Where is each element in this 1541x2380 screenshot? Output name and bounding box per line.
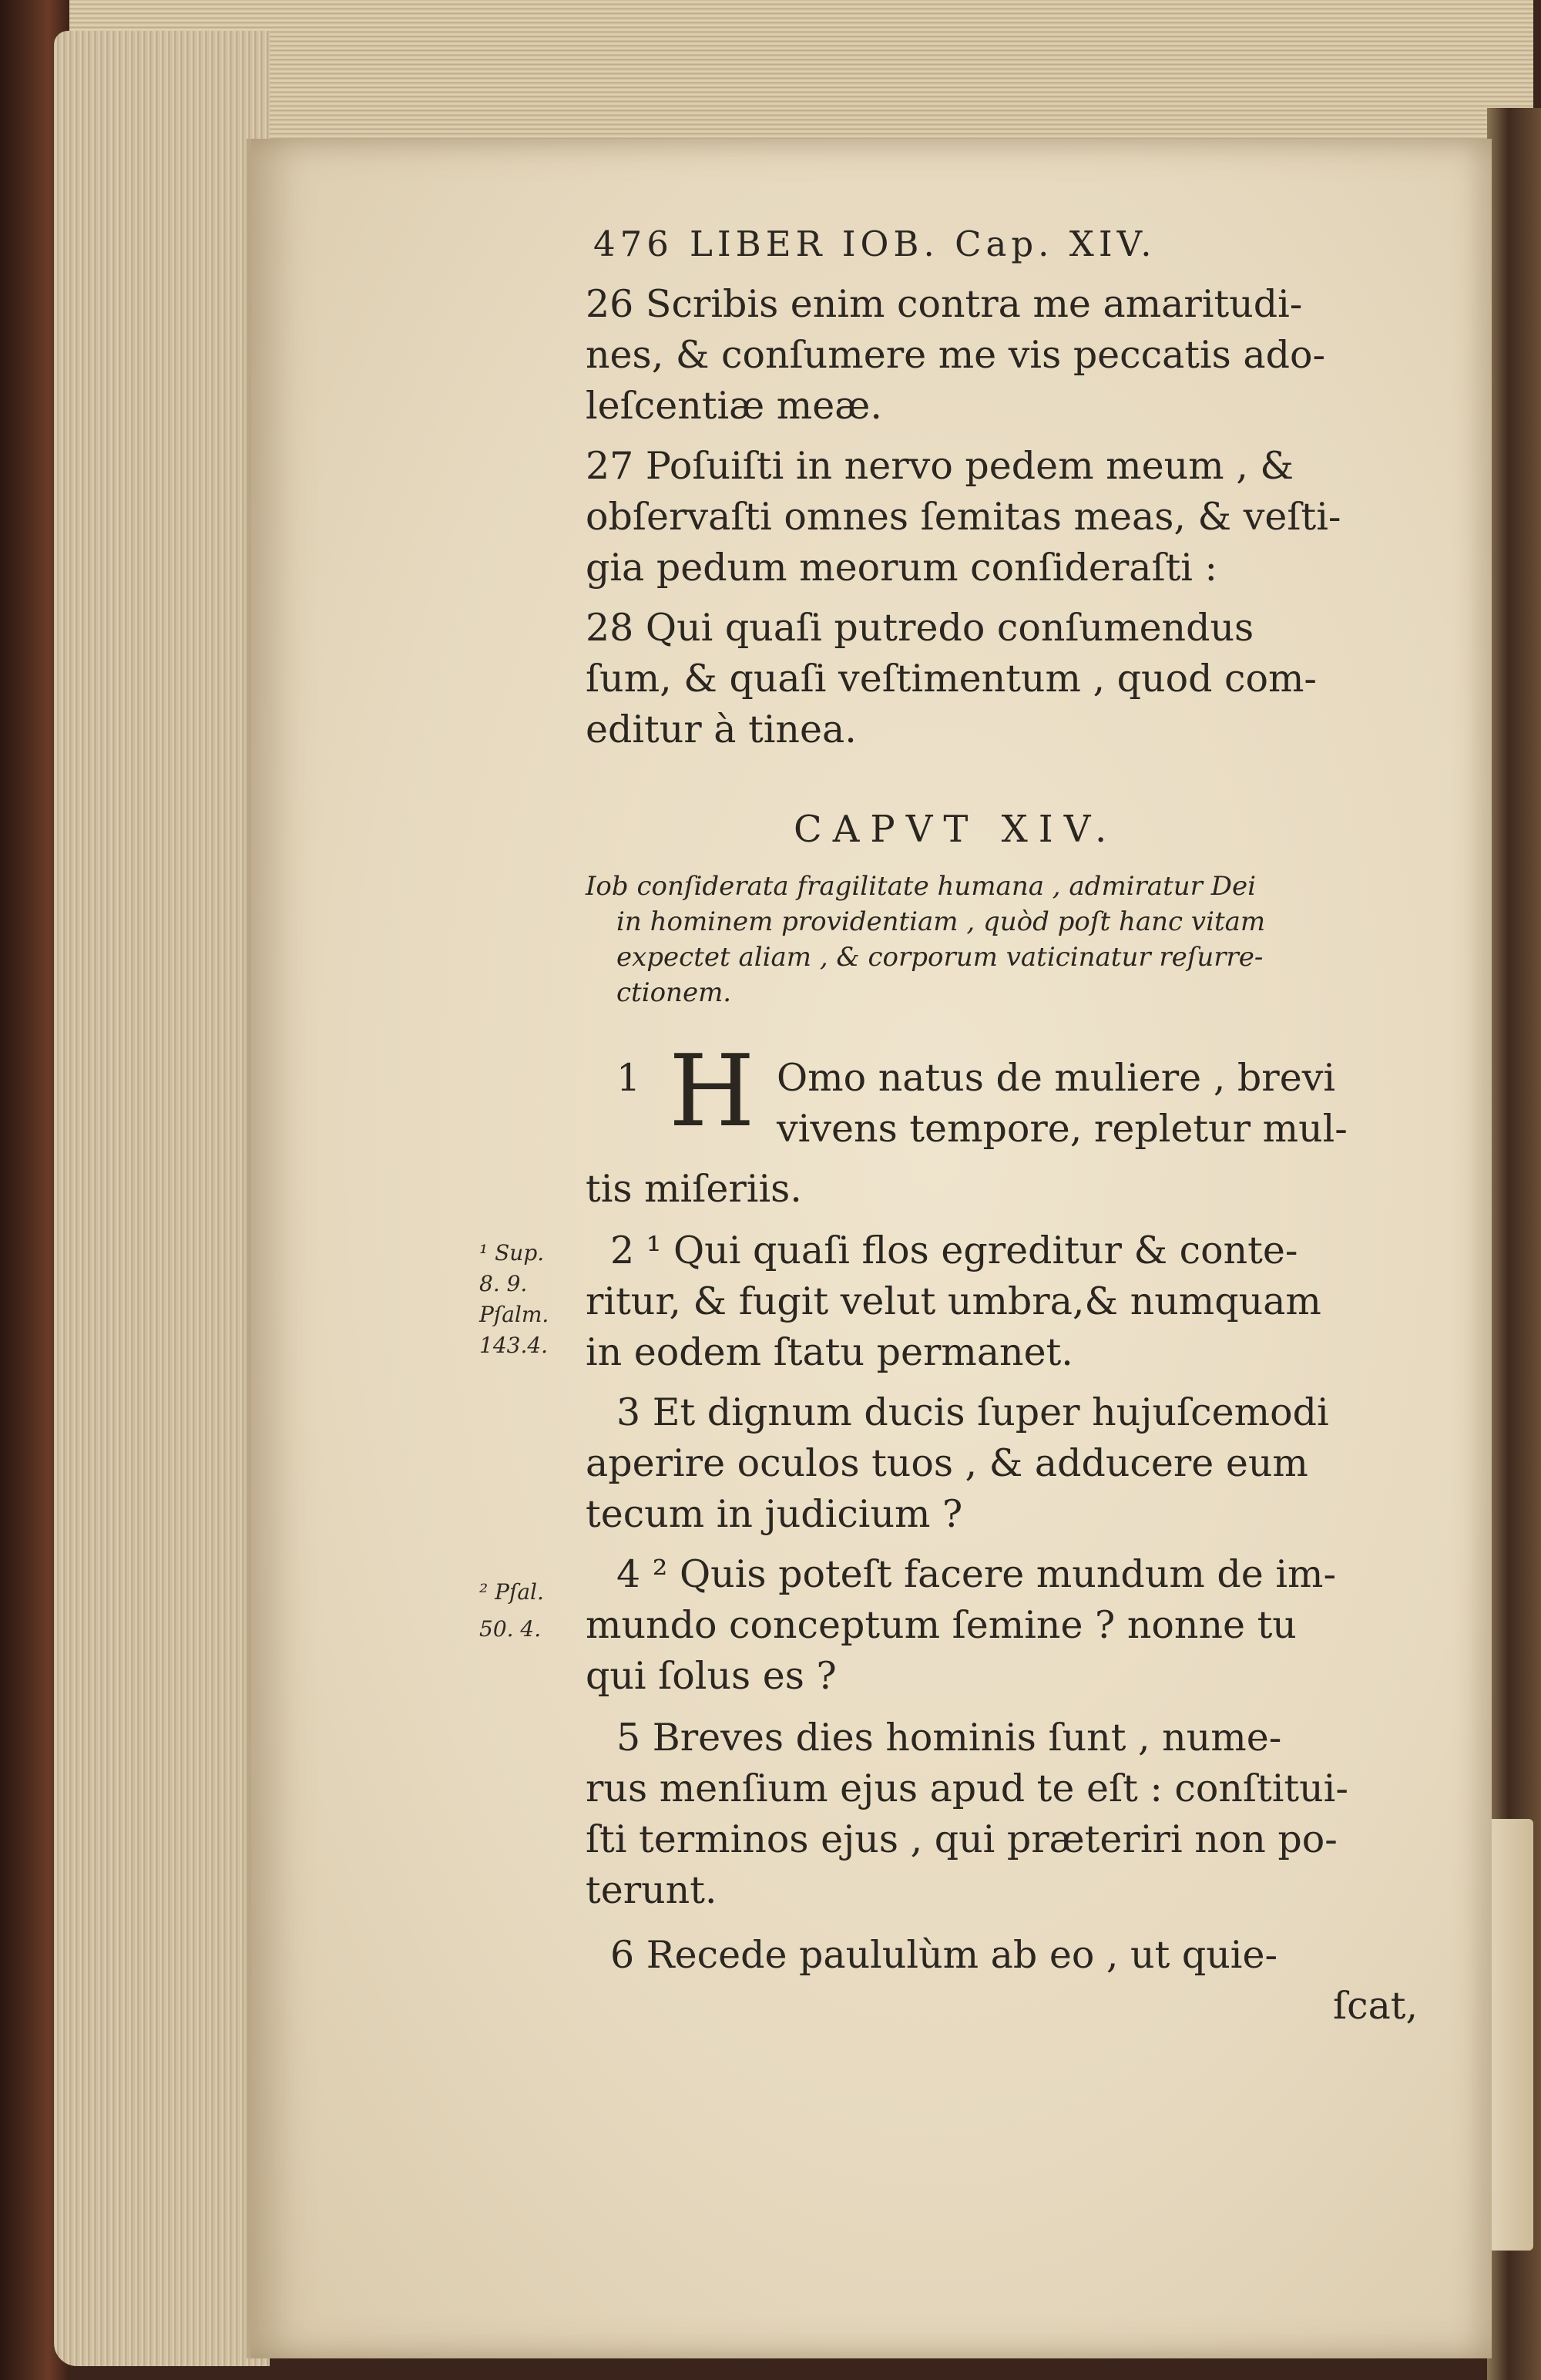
text-line: obſervaſti omnes ſemitas meas, & veſti- xyxy=(586,495,1341,539)
text-line: terunt. xyxy=(586,1868,717,1912)
text-line: aperire oculos tuos , & adducere eum xyxy=(586,1441,1308,1485)
catchword: ſcat, xyxy=(1333,1984,1418,2028)
text-line: ſum, & quaſi veſtimentum , quod com- xyxy=(586,657,1317,701)
margin-note: 50. 4. xyxy=(479,1616,542,1642)
page-edges xyxy=(54,31,270,2366)
chapter-heading: CAPVT XIV. xyxy=(794,808,1118,851)
text-line: vivens tempore, repletur mul- xyxy=(777,1107,1348,1151)
chapter-summary-line: Iob conſiderata fragilitate humana , admiratur Dei xyxy=(586,871,1256,902)
text-line: 28 Qui quaſi putredo conſumendus xyxy=(586,606,1254,650)
text-line: 27 Poſuiſti in nervo pedem meum , & xyxy=(586,444,1294,488)
margin-note: ¹ Sup. xyxy=(479,1240,545,1266)
text-line: ritur, & fugit velut umbra,& numquam xyxy=(586,1279,1321,1323)
verse-number: 1 xyxy=(616,1056,641,1100)
margin-note: 8. 9. xyxy=(479,1271,528,1296)
text-line: Omo natus de muliere , brevi xyxy=(777,1056,1336,1100)
chapter-summary-line: in hominem providentiam , quòd poſt hanc vitam xyxy=(616,906,1266,937)
text-line: 6 Recede paululùm ab eo , ut quie- xyxy=(610,1933,1278,1977)
text-line: 3 Et dignum ducis ſuper hujuſcemodi xyxy=(616,1390,1329,1434)
text-line: gia pedum meorum conſideraſti : xyxy=(586,546,1218,590)
text-line: 2 ¹ Qui quaſi flos egreditur & conte- xyxy=(610,1229,1298,1272)
text-line: rus menſium ejus apud te eſt : conſtitui- xyxy=(586,1767,1348,1810)
text-line: tecum in judicium ? xyxy=(586,1492,963,1536)
text-line: mundo conceptum ſemine ? nonne tu xyxy=(586,1603,1297,1647)
text-line: nes, & conſumere me vis peccatis ado- xyxy=(586,333,1325,377)
text-line: 4 ² Quis poteſt facere mundum de im- xyxy=(616,1552,1337,1596)
text-line: 5 Breves dies hominis ſunt , nume- xyxy=(616,1716,1282,1760)
chapter-summary-line: expectet aliam , & corporum vaticinatur reſurre- xyxy=(616,942,1264,973)
margin-note: Pſalm. xyxy=(479,1302,549,1327)
text-line: tis miſeriis. xyxy=(586,1167,802,1211)
text-line: in eodem ſtatu permanet. xyxy=(586,1330,1073,1374)
running-title: LIBER IOB. Cap. XIV. xyxy=(690,224,1157,264)
text-line: qui ſolus es ? xyxy=(586,1654,837,1698)
chapter-summary-line: ctionem. xyxy=(616,977,732,1008)
margin-note: ² Pſal. xyxy=(479,1579,544,1605)
page-block-top xyxy=(69,0,1533,154)
drop-cap: H xyxy=(669,1034,755,1149)
margin-note: 143.4. xyxy=(479,1333,549,1358)
text-line: 26 Scribis enim contra me amaritudi- xyxy=(586,282,1303,326)
page-number: 476 xyxy=(593,224,673,264)
text-line: ſti terminos ejus , qui præteriri non po- xyxy=(586,1817,1338,1861)
text-line: leſcentiæ meæ. xyxy=(586,384,882,428)
text-line: editur à tinea. xyxy=(586,708,857,751)
